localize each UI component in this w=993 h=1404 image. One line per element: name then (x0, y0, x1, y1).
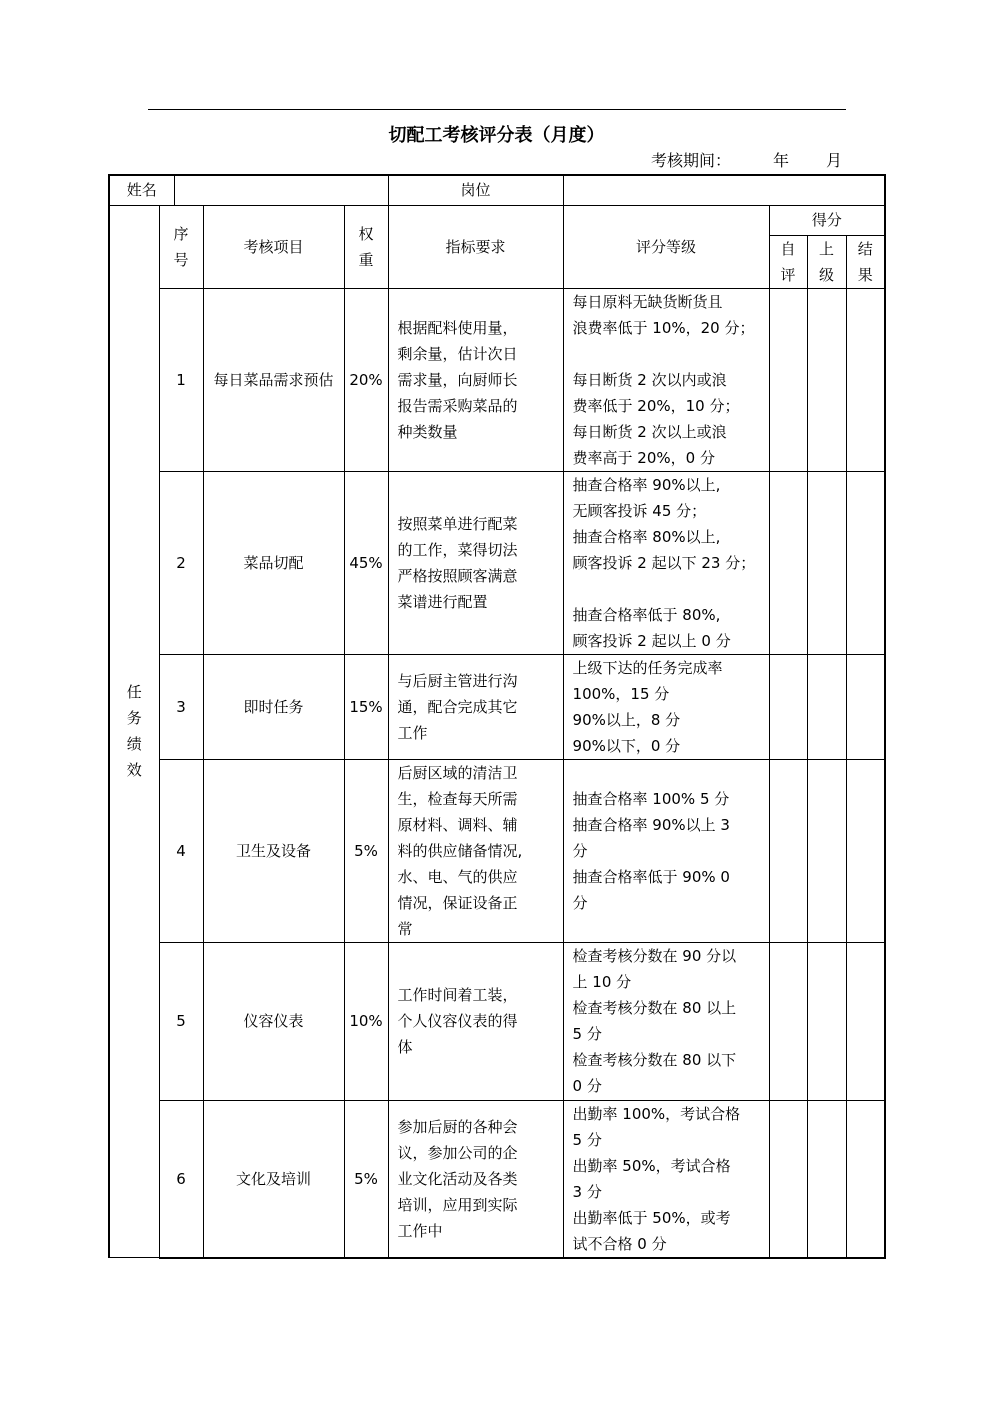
superior-score-cell[interactable] (807, 288, 846, 471)
row-item: 仪容仪表 (203, 942, 344, 1100)
row-weight: 5% (344, 1100, 388, 1258)
evaluation-table (108, 174, 886, 1259)
table-row (109, 942, 885, 1100)
table-row (109, 471, 885, 654)
grading-header: 评分等级 (563, 205, 769, 288)
superior-score-cell[interactable] (807, 471, 846, 654)
self-score-cell[interactable] (769, 1100, 807, 1258)
self-score-cell[interactable] (769, 654, 807, 759)
weight-header: 权重 (344, 205, 388, 288)
self-score-cell[interactable] (769, 759, 807, 942)
name-label: 姓名 (109, 175, 174, 205)
table-row (109, 1100, 885, 1258)
result-score-cell[interactable] (846, 942, 885, 1100)
result-score-cell[interactable] (846, 288, 885, 471)
self-score-cell[interactable] (769, 942, 807, 1100)
row-weight: 45% (344, 471, 388, 654)
row-seq: 3 (159, 654, 203, 759)
header-row-1 (109, 205, 885, 235)
row-grading: 检查考核分数在 90 分以 上 10 分 检查考核分数在 80 以上 5 分 检查考核分数在 80 以下 0 分 (563, 942, 769, 1100)
category-label: 任务绩效 (126, 683, 142, 780)
row-weight: 10% (344, 942, 388, 1100)
row-seq: 1 (159, 288, 203, 471)
superior-score-cell[interactable] (807, 759, 846, 942)
row-item: 即时任务 (203, 654, 344, 759)
row-requirement: 后厨区域的清洁卫 生，检查每天所需 原材料、调料、辅 料的供应储备情况, 水、电、气的供应 情况，保证设备正 常 (388, 759, 563, 942)
period-year: 年 (773, 151, 790, 170)
row-seq: 5 (159, 942, 203, 1100)
table-row (109, 288, 885, 471)
position-field[interactable] (563, 175, 885, 205)
row-grading: 上级下达的任务完成率 100%，15 分 90%以上，8 分 90%以下，0 分 (563, 654, 769, 759)
result-score-cell[interactable] (846, 471, 885, 654)
row-grading: 每日原料无缺货断货且 浪费率低于 10%，20 分； 每日断货 2 次以内或浪 费率低于 20%，10 分； 每日断货 2 次以上或浪 费率高于 20%，0 分 (563, 288, 769, 471)
name-field[interactable] (174, 175, 388, 205)
item-header: 考核项目 (203, 205, 344, 288)
row-requirement: 根据配料使用量， 剩余量，估计次日 需求量，向厨师长 报告需采购菜品的 种类数量 (388, 288, 563, 471)
superior-score-cell[interactable] (807, 942, 846, 1100)
row-weight: 20% (344, 288, 388, 471)
position-label: 岗位 (388, 175, 563, 205)
self-header: 自评 (769, 235, 807, 288)
self-score-cell[interactable] (769, 471, 807, 654)
superior-score-cell[interactable] (807, 1100, 846, 1258)
result-score-cell[interactable] (846, 759, 885, 942)
requirement-header: 指标要求 (388, 205, 563, 288)
info-row (109, 175, 885, 205)
period-month: 月 (826, 151, 843, 170)
row-item: 菜品切配 (203, 471, 344, 654)
header-rule (148, 109, 846, 110)
row-requirement: 与后厨主管进行沟 通，配合完成其它 工作 (388, 654, 563, 759)
result-score-cell[interactable] (846, 654, 885, 759)
table-row (109, 654, 885, 759)
row-grading: 抽查合格率 90%以上, 无顾客投诉 45 分； 抽查合格率 80%以上, 顾客投诉 2 起以下 23 分； 抽查合格率低于 80%, 顾客投诉 2 起以上 0 分 (563, 471, 769, 654)
row-item: 每日菜品需求预估 (203, 288, 344, 471)
row-seq: 6 (159, 1100, 203, 1258)
self-score-cell[interactable] (769, 288, 807, 471)
row-requirement: 工作时间着工装， 个人仪容仪表的得 体 (388, 942, 563, 1100)
table-row (109, 759, 885, 942)
superior-header: 上级 (807, 235, 846, 288)
row-seq: 4 (159, 759, 203, 942)
result-header: 结果 (846, 235, 885, 288)
row-seq: 2 (159, 471, 203, 654)
period-label: 考核期间： (651, 151, 732, 170)
row-weight: 5% (344, 759, 388, 942)
category-cell (109, 205, 159, 1258)
row-requirement: 参加后厨的各种会 议，参加公司的企 业文化活动及各类 培训，应用到实际 工作中 (388, 1100, 563, 1258)
superior-score-cell[interactable] (807, 654, 846, 759)
page-title: 切配工考核评分表（月度） (388, 125, 605, 146)
seq-header: 序号 (159, 205, 203, 288)
row-grading: 抽查合格率 100% 5 分 抽查合格率 90%以上 3 分 抽查合格率低于 90% 0 分 (563, 759, 769, 942)
row-grading: 出勤率 100%，考试合格 5 分 出勤率 50%，考试合格 3 分 出勤率低于 50%，或考 试不合格 0 分 (563, 1100, 769, 1258)
result-score-cell[interactable] (846, 1100, 885, 1258)
row-requirement: 按照菜单进行配菜 的工作，菜得切法 严格按照顾客满意 菜谱进行配置 (388, 471, 563, 654)
score-header: 得分 (769, 205, 885, 235)
row-item: 卫生及设备 (203, 759, 344, 942)
row-weight: 15% (344, 654, 388, 759)
row-item: 文化及培训 (203, 1100, 344, 1258)
